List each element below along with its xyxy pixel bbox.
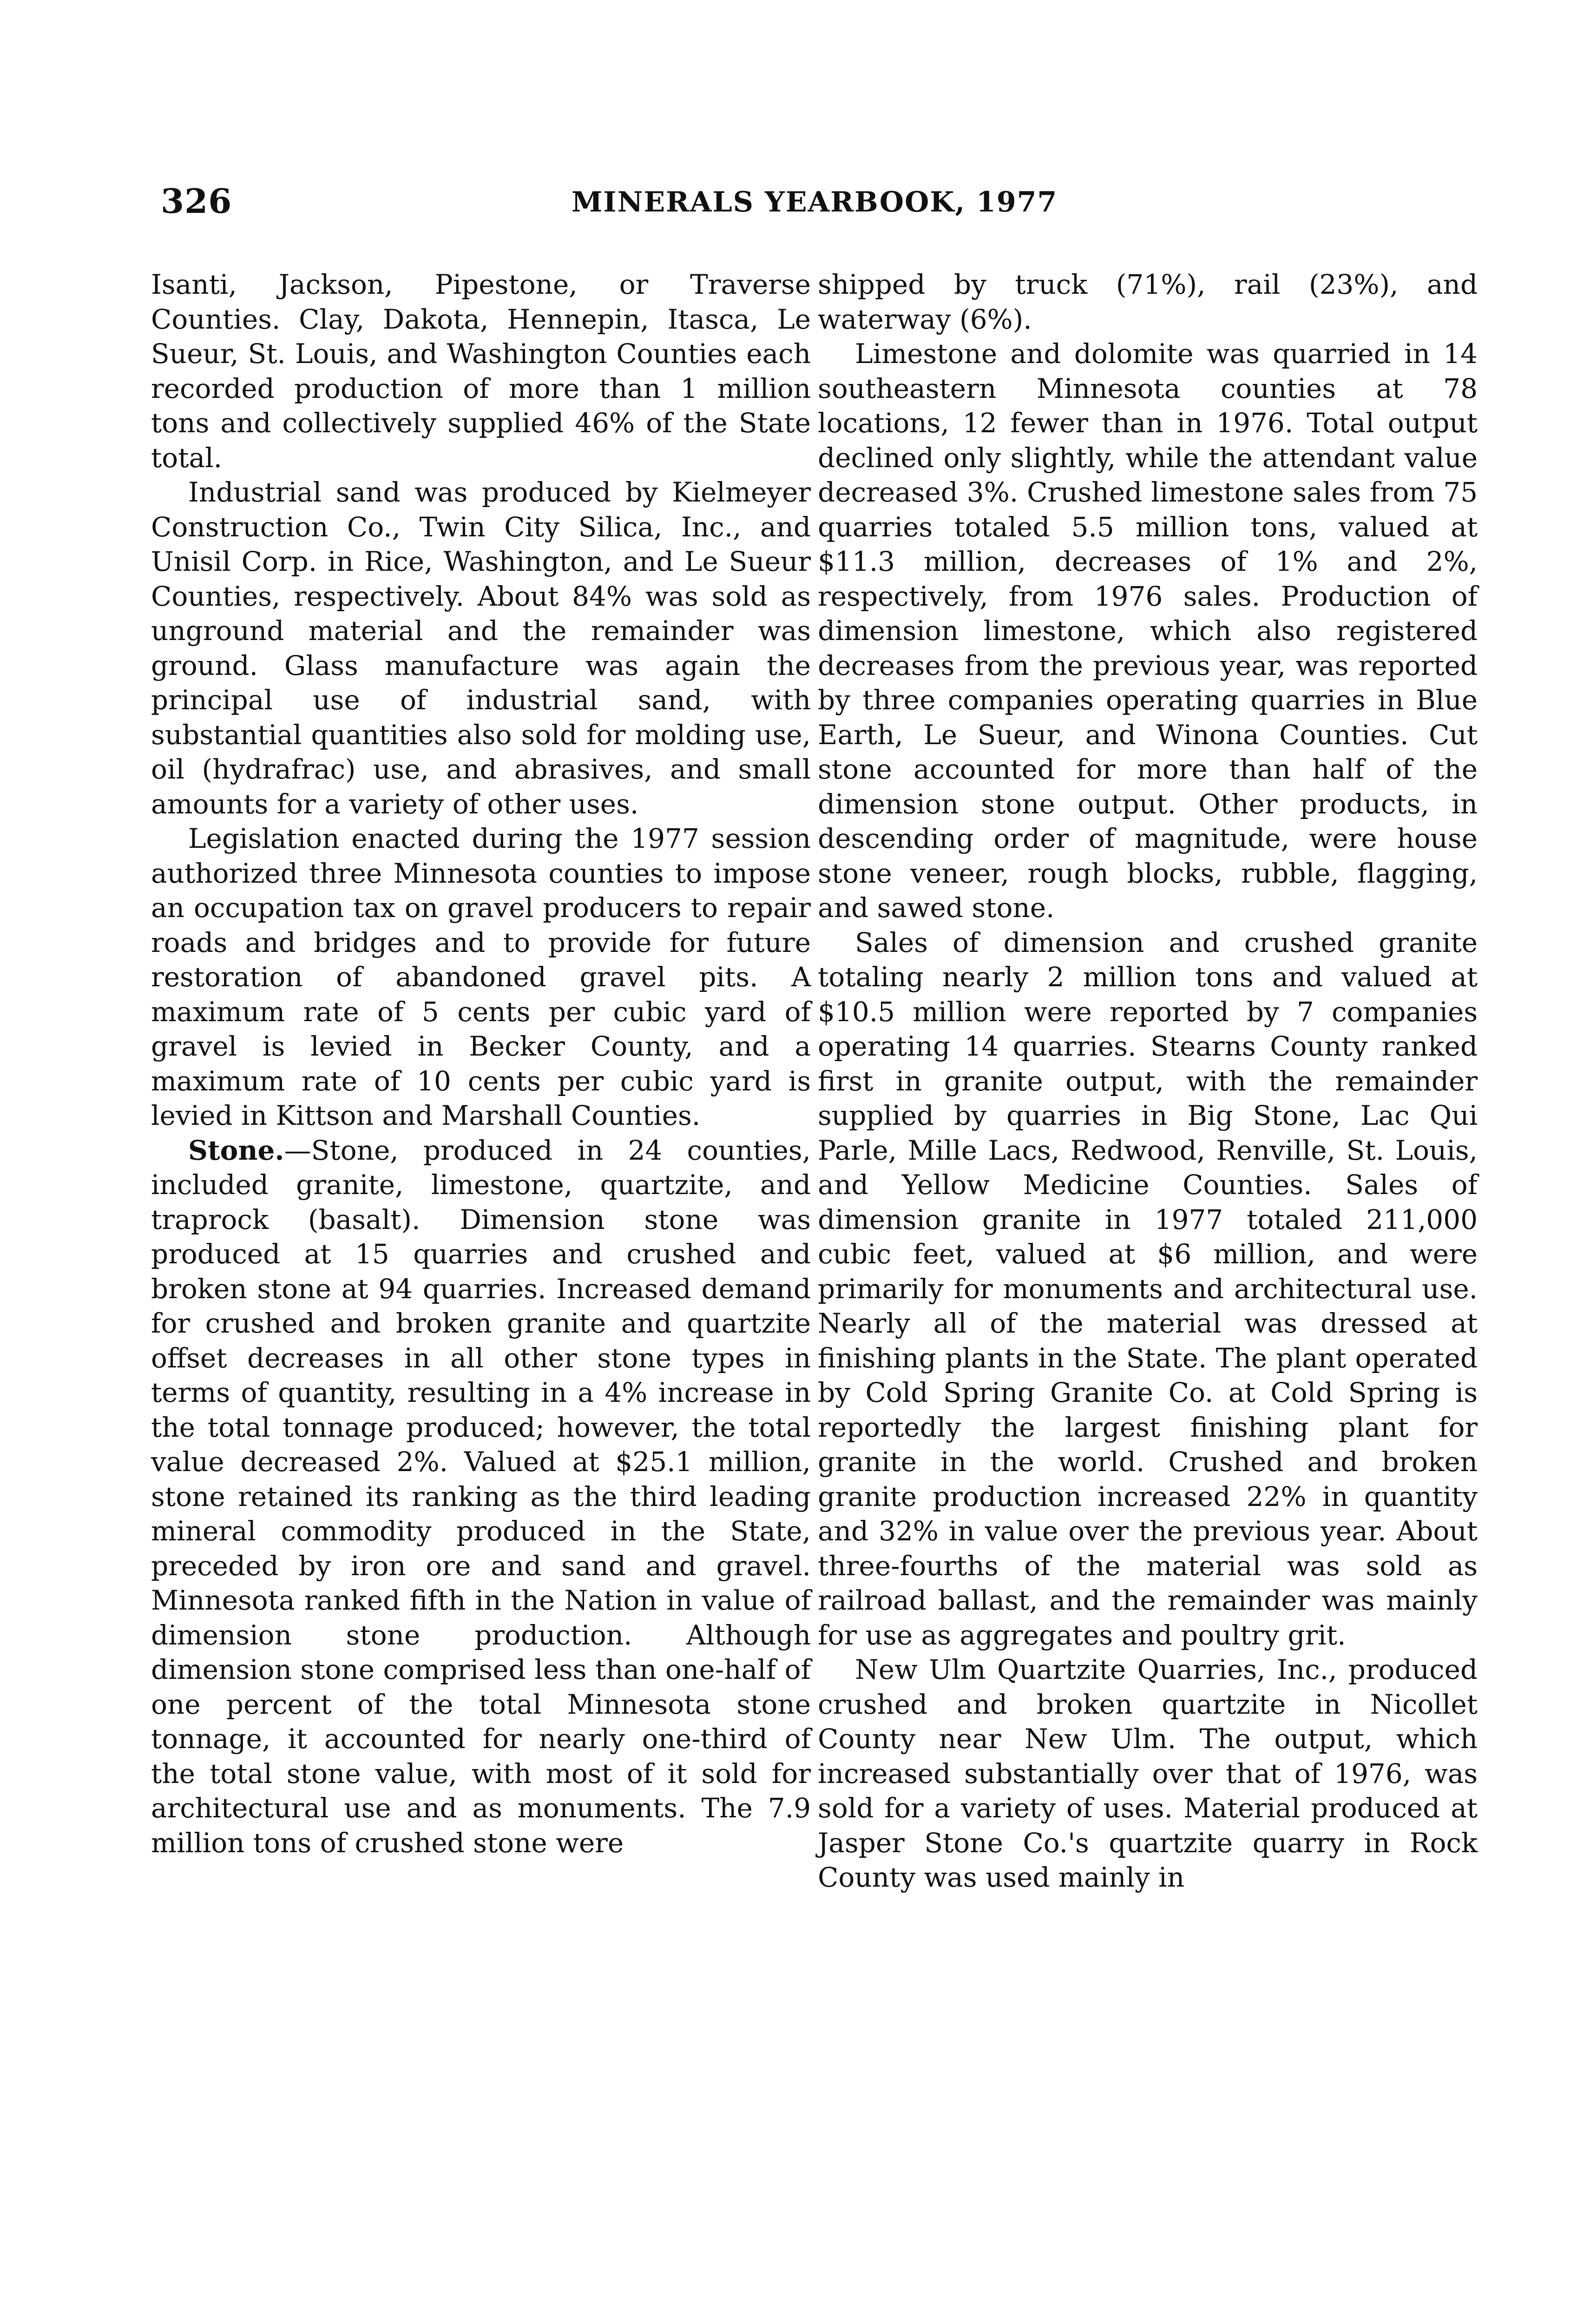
paragraph-stone	[151, 1133, 811, 1861]
paragraph: Industrial sand was produced by Kielmeyer Construction Co., Twin City Silica, Inc., and Unisil Corp. in Rice, Washington, and Le Sueur Counties, respectively. About 84% was sold as unground material and the remainder was ground. Glass manufacture was again the principal use of industrial sand, with substantial quantities also sold for molding use, oil (hydrafrac) use, and abrasives, and small amounts for a variety of other uses.	[151, 476, 811, 820]
paragraph: shipped by truck (71%), rail (23%), and waterway (6%).	[818, 269, 1478, 335]
right-column	[818, 267, 1478, 1895]
running-title: MINERALS YEARBOOK, 1977	[572, 186, 1058, 218]
page-number: 326	[161, 181, 232, 221]
paragraph: New Ulm Quartzite Quarries, Inc., produced crushed and broken quartzite in Nicollet County near New Ulm. The output, which increased substantially over that of 1976, was sold for a variety of uses. Material produced at Jasper Stone Co.'s quartzite quarry in Rock County was used mainly in	[818, 1654, 1478, 1893]
section-heading-stone: Stone.	[188, 1134, 284, 1166]
paragraph: Legislation enacted during the 1977 session authorized three Minnesota counties to impose an occupation tax on gravel producers to repair roads and bridges and to provide for future restoration of abandoned gravel pits. A maximum rate of 5 cents per cubic yard of gravel is levied in Becker County, and a maximum rate of 10 cents per cubic yard is levied in Kittson and Marshall Counties.	[151, 823, 811, 1131]
paragraph-text: —Stone, produced in 24 counties, included granite, limestone, quartzite, and traprock (basalt). Dimension stone was produced at 15 quarries and crushed and broken stone at 94 quarries. Increased demand for crushed and broken granite and quartzite offset decreases in all other stone types in terms of quantity, resulting in a 4% increase in the total tonnage produced; however, the total value decreased 2%. Valued at $25.1 million, stone retained its ranking as the third leading mineral commodity produced in the State, preceded by iron ore and sand and gravel. Minnesota ranked fifth in the Nation in value of dimension stone production. Although dimension stone comprised less than one-half of one percent of the total Minnesota stone tonnage, it accounted for nearly one-third of the total stone value, with most of it sold for architectural use and as monuments. The 7.9 million tons of crushed stone were	[151, 1134, 811, 1859]
paragraph: Sales of dimension and crushed granite totaling nearly 2 million tons and valued at $10.5 million were reported by 7 companies operating 14 quarries. Stearns County ranked first in granite output, with the remainder supplied by quarries in Big Stone, Lac Qui Parle, Mille Lacs, Redwood, Renville, St. Louis, and Yellow Medicine Counties. Sales of dimension granite in 1977 totaled 211,000 cubic feet, valued at $6 million, and were primarily for monuments and architectural use. Nearly all of the material was dressed at finishing plants in the State. The plant operated by Cold Spring Granite Co. at Cold Spring is reportedly the largest finishing plant for granite in the world. Crushed and broken granite production increased 22% in quantity and 32% in value over the previous year. About three-fourths of the material was sold as railroad ballast, and the remainder was mainly for use as aggregates and poultry grit.	[818, 926, 1478, 1651]
left-column	[151, 267, 811, 1860]
paragraph: Isanti, Jackson, Pipestone, or Traverse Counties. Clay, Dakota, Hennepin, Itasca, Le Sueur, St. Louis, and Washington Counties each recorded production of more than 1 million tons and collectively supplied 46% of the State total.	[151, 269, 811, 474]
paragraph: Limestone and dolomite was quarried in 14 southeastern Minnesota counties at 78 locations, 12 fewer than in 1976. Total output declined only slightly, while the attendant value decreased 3%. Crushed limestone sales from 75 quarries totaled 5.5 million tons, valued at $11.3 million, decreases of 1% and 2%, respectively, from 1976 sales. Production of dimension limestone, which also registered decreases from the previous year, was reported by three companies operating quarries in Blue Earth, Le Sueur, and Winona Counties. Cut stone accounted for more than half of the dimension stone output. Other products, in descending order of magnitude, were house stone veneer, rough blocks, rubble, flagging, and sawed stone.	[818, 338, 1478, 924]
